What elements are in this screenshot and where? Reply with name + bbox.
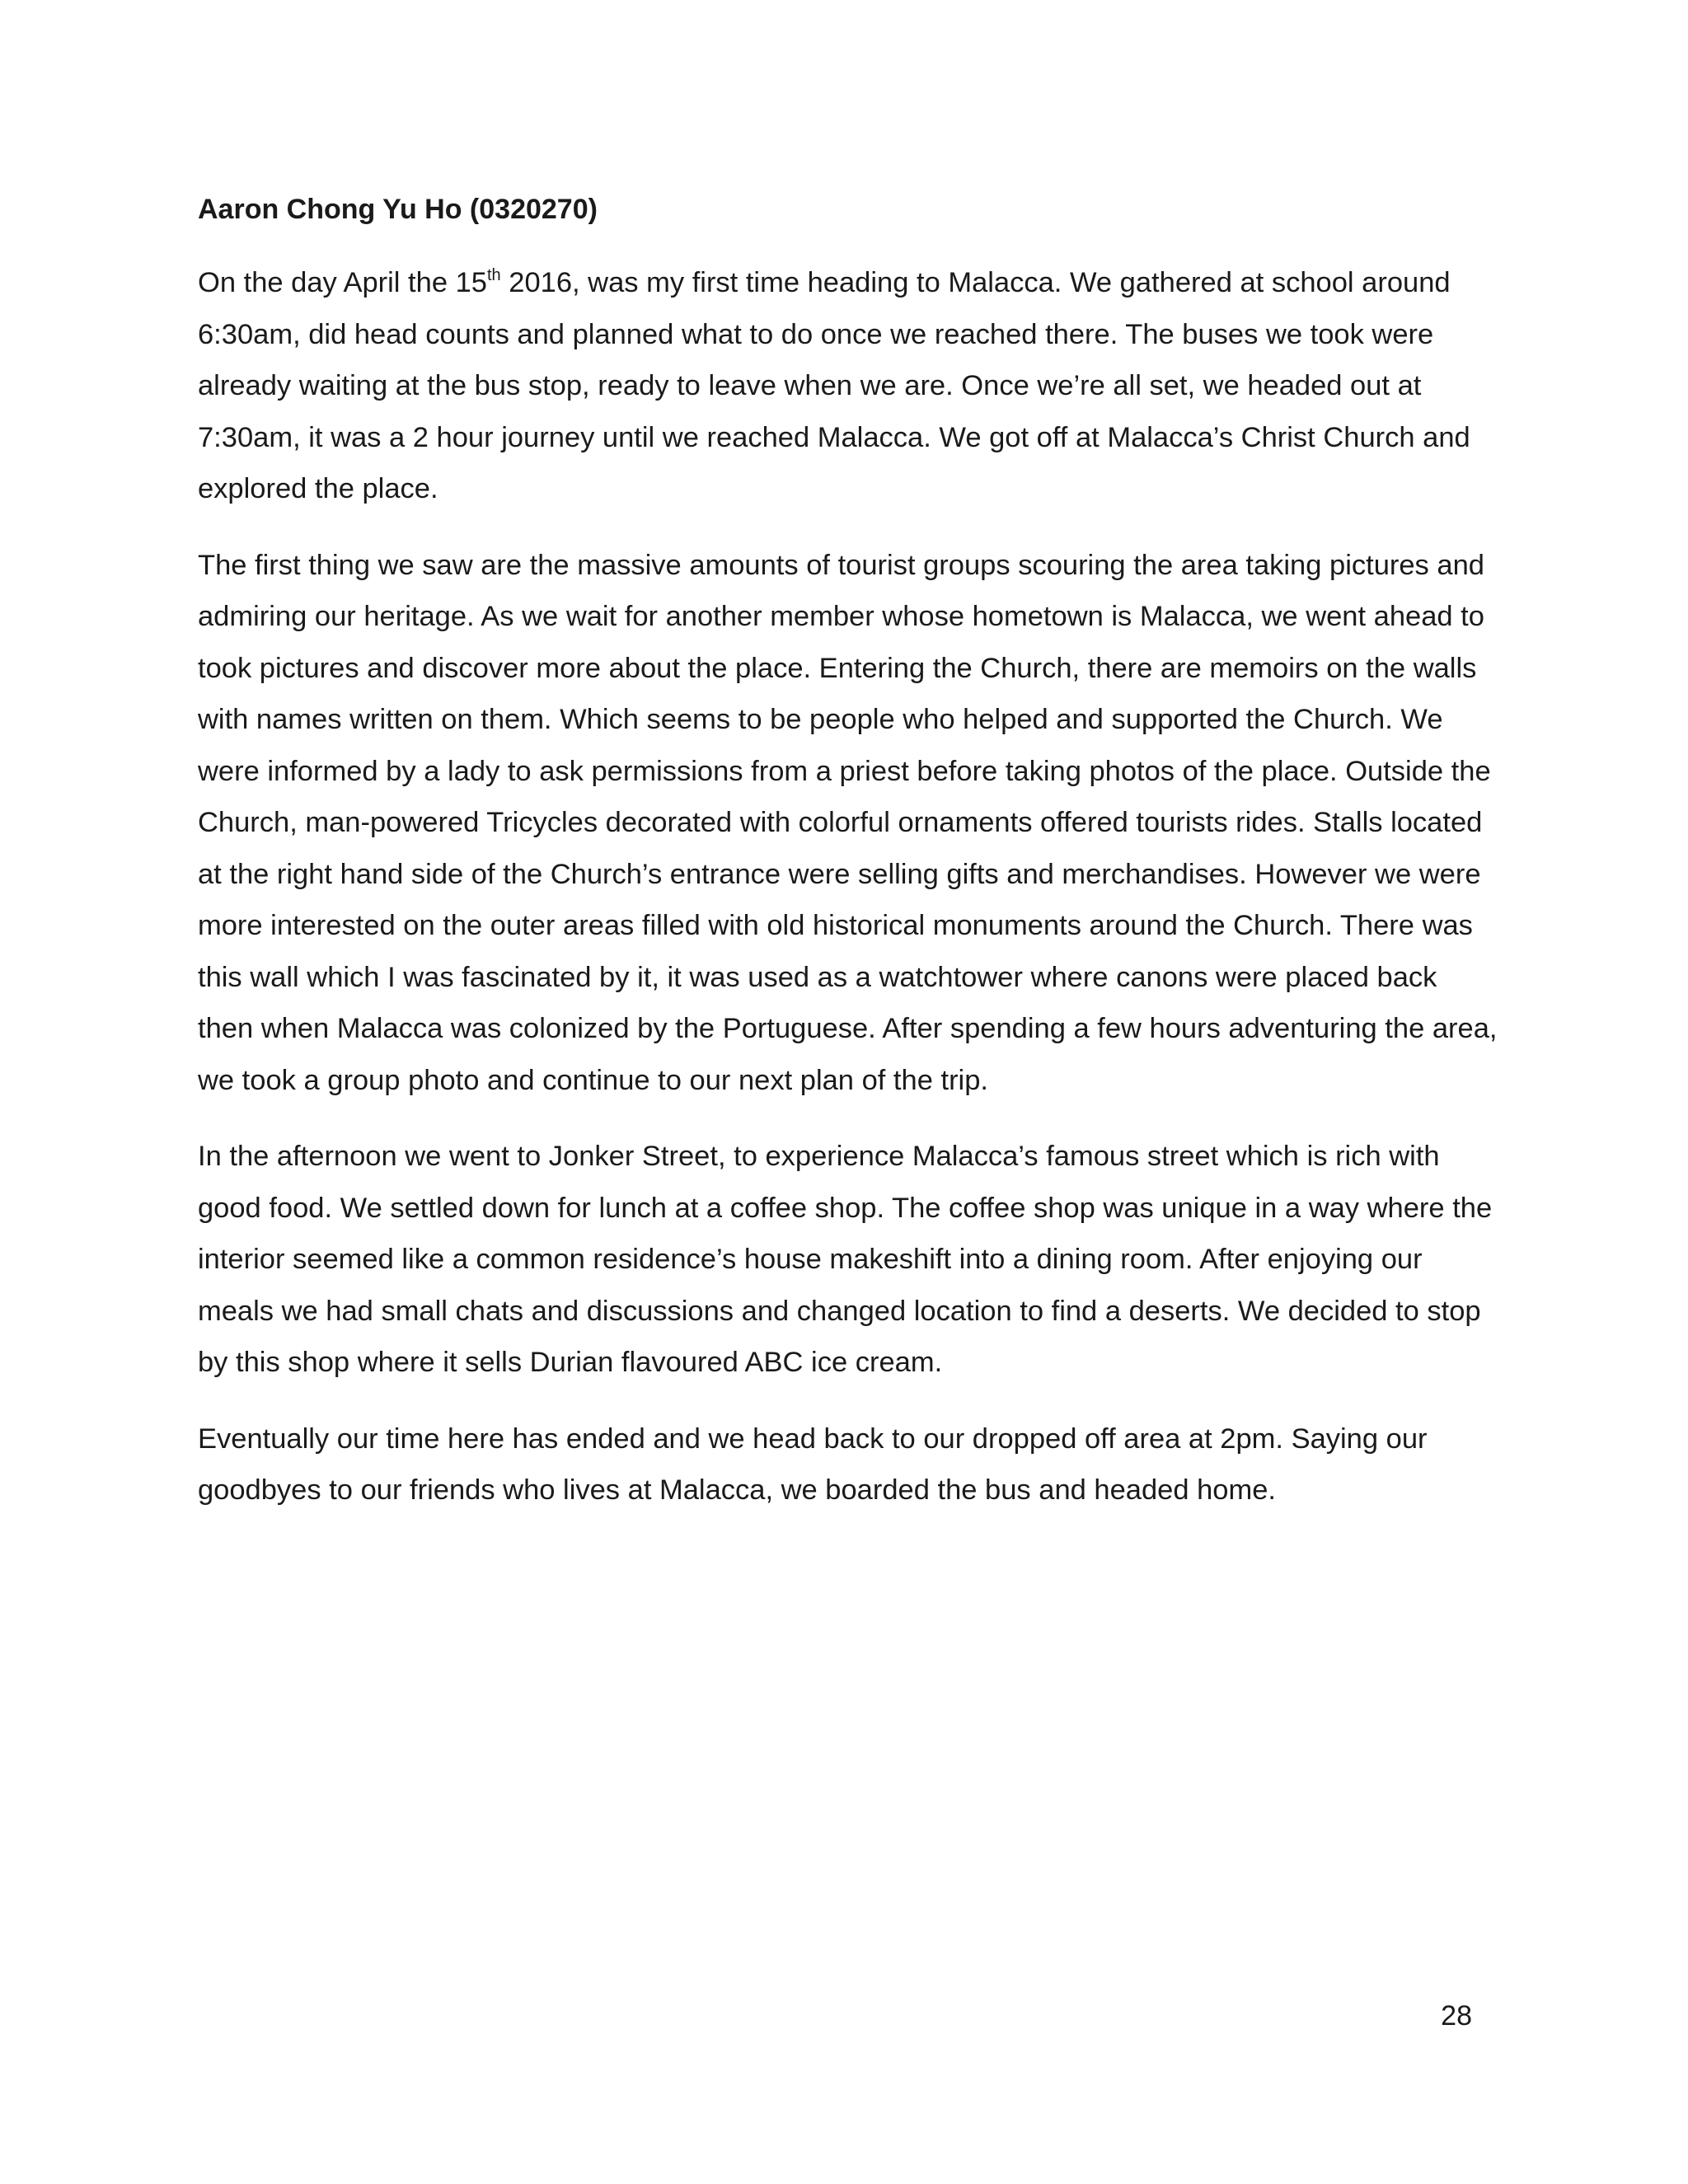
paragraph-journey-rest: 2016, was my first time heading to Malacca. We gathered at school around 6:30am, did head counts and planned what to do once we reached there. The buses we took were already waiting at the bus stop, ready to leave when we are. Once we’re all set, we headed out at 7:30am, it was a 2 hour journey until we reached Malacca. We got off at Malacca’s Christ Church and explored the place. — [198, 267, 1470, 504]
page-number: 28 — [1441, 2000, 1472, 2032]
paragraph-jonker-street: In the afternoon we went to Jonker Street, to experience Malacca’s famous street which is rich with good food. We settled down for lunch at a coffee shop. The coffee shop was unique in a way where the interior seemed like a common residence’s house makeshift into a dining room. After enjoying our meals we had small chats and discussions and changed location to find a deserts. We decided to stop by this shop where it sells Durian flavoured ABC ice cream. — [198, 1141, 1493, 1378]
paragraph-journey — [198, 257, 1500, 515]
paragraph-journey-start: On the day April the 15 — [198, 267, 487, 298]
paragraph-christ-church: The first thing we saw are the massive amounts of tourist groups scouring the area taking pictures and admiring our heritage. As we wait for another member whose hometown is Malacca, we went ahead to took pictures and discover more about the place. Entering the Church, there are memoirs on the walls with names written on them. Which seems to be people who helped and supported the Church. We were informed by a lady to ask permissions from a priest before taking photos of the place. Outside the Church, man-powered Tricycles decorated with colorful ornaments offered tourists rides. Stalls located at the right hand side of the Church’s entrance were selling gifts and merchandises. However we were more interested on the outer areas filled with old historical monuments around the Church. There was this wall which I was fascinated by it, it was used as a watchtower where canons were placed back then when Malacca was colonized by the Portuguese. After spending a few hours adventuring the area, we took a group photo and continue to our next plan of the trip. — [198, 549, 1498, 1096]
author-heading: Aaron Chong Yu Ho (0320270) — [198, 194, 598, 225]
document-body — [198, 191, 1500, 1541]
ordinal-superscript: th — [486, 265, 501, 284]
paragraph-return-home: Eventually our time here has ended and we head back to our dropped off area at 2pm. Saying our goodbyes to our friends who lives at Malacca, we boarded the bus and headed home. — [198, 1422, 1428, 1506]
